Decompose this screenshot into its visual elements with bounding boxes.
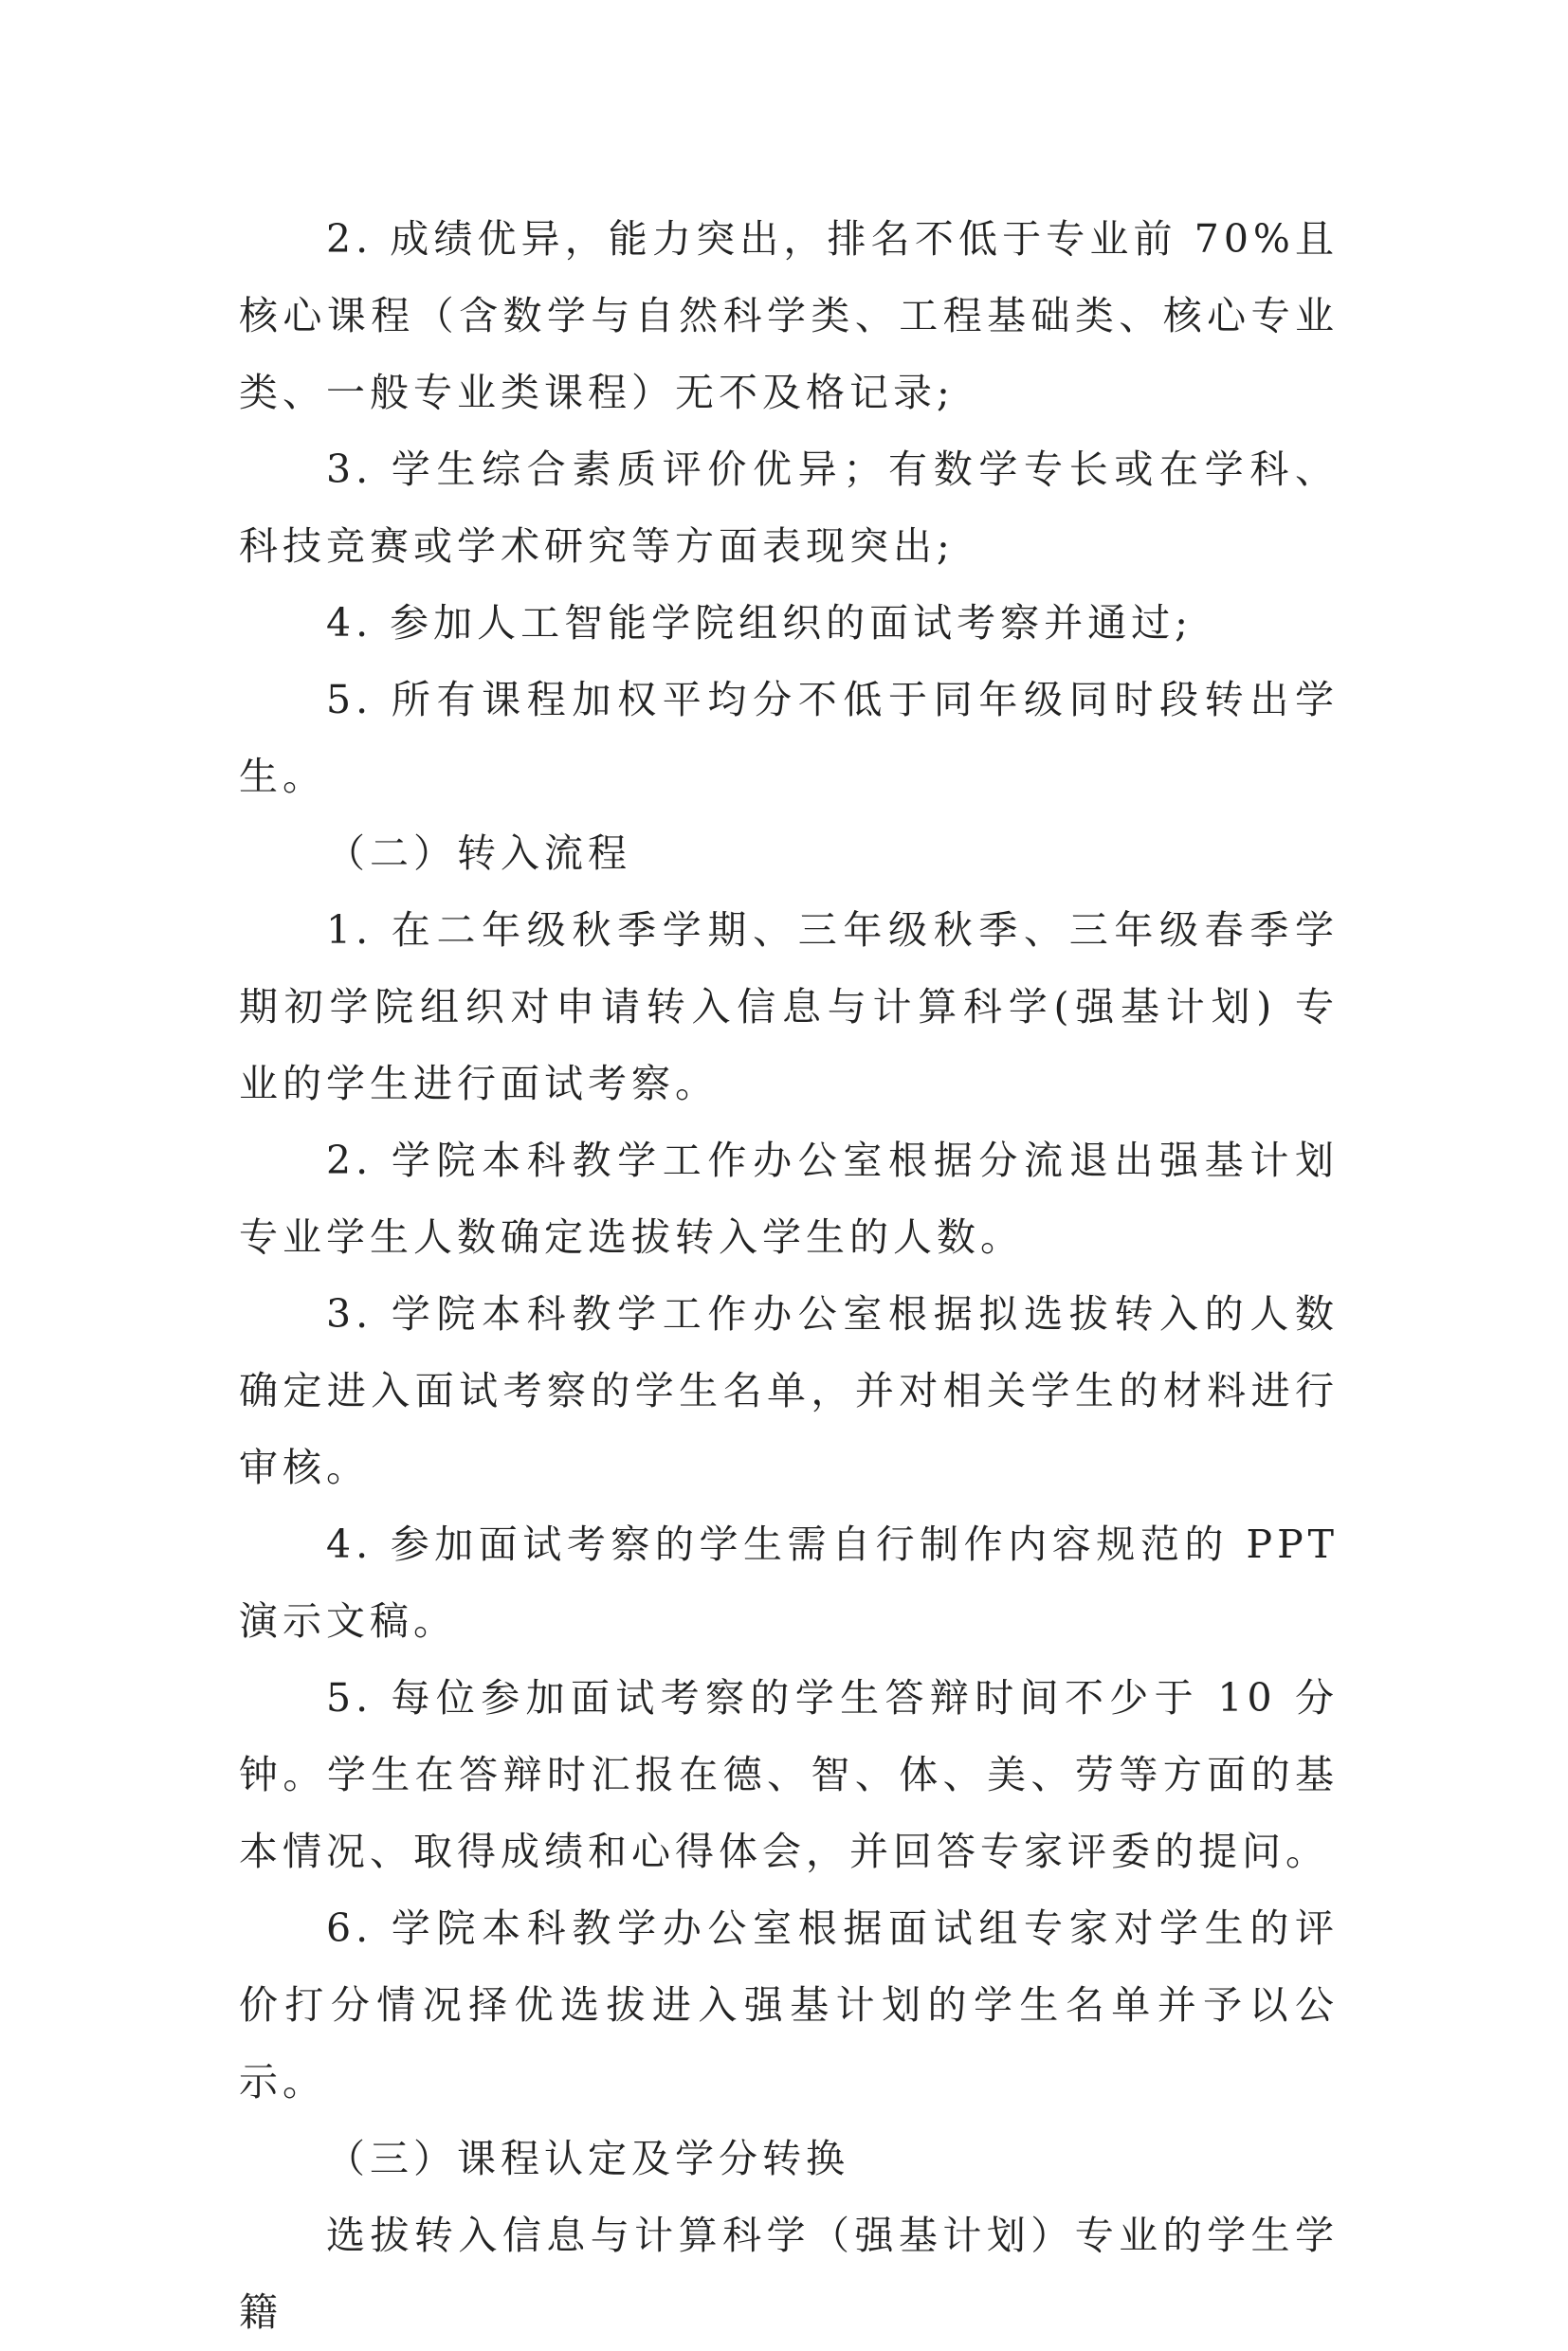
section-heading-course-credit: （三）课程认定及学分转换 (326, 2136, 849, 2181)
criterion-5-paragraph: 5. 所有课程加权平均分不低于同年级同时段转出学生。 (239, 677, 1339, 799)
course-credit-paragraph: 选拔转入信息与计算科学（强基计划）专业的学生学籍 (239, 2213, 1339, 2335)
process-step-2-paragraph: 2. 学院本科教学工作办公室根据分流退出强基计划专业学生人数确定选拔转入学生的人数。 (239, 1138, 1339, 1260)
criterion-3-paragraph: 3. 学生综合素质评价优异；有数学专长或在学科、科技竞赛或学术研究等方面表现突出; (239, 447, 1339, 569)
process-step-3-paragraph: 3. 学院本科教学工作办公室根据拟选拔转入的人数确定进入面试考察的学生名单，并对相关学生的材料进行审核。 (239, 1291, 1339, 1490)
section-heading-transfer-process: （二）转入流程 (326, 830, 631, 876)
process-step-1-paragraph: 1. 在二年级秋季学期、三年级秋季、三年级春季学期初学院组织对申请转入信息与计算科学(强基计划) 专业的学生进行面试考察。 (239, 907, 1339, 1106)
criterion-2-paragraph: 2. 成绩优异，能力突出，排名不低于专业前 70%且核心课程（含数学与自然科学类、工程基础类、核心专业类、一般专业类课程）无不及格记录; (239, 216, 1339, 415)
process-step-5-paragraph: 5. 每位参加面试考察的学生答辩时间不少于 10 分钟。学生在答辩时汇报在德、智、体、美、劳等方面的基本情况、取得成绩和心得体会，并回答专家评委的提问。 (239, 1675, 1339, 1874)
document-body (239, 201, 1339, 2351)
criterion-4-paragraph: 4. 参加人工智能学院组织的面试考察并通过; (326, 600, 1193, 646)
process-step-4-paragraph: 4. 参加面试考察的学生需自行制作内容规范的 PPT 演示文稿。 (239, 1522, 1339, 1644)
process-step-6-paragraph: 6. 学院本科教学办公室根据面试组专家对学生的评价打分情况择优选拔进入强基计划的学生名单并予以公示。 (239, 1905, 1339, 2105)
